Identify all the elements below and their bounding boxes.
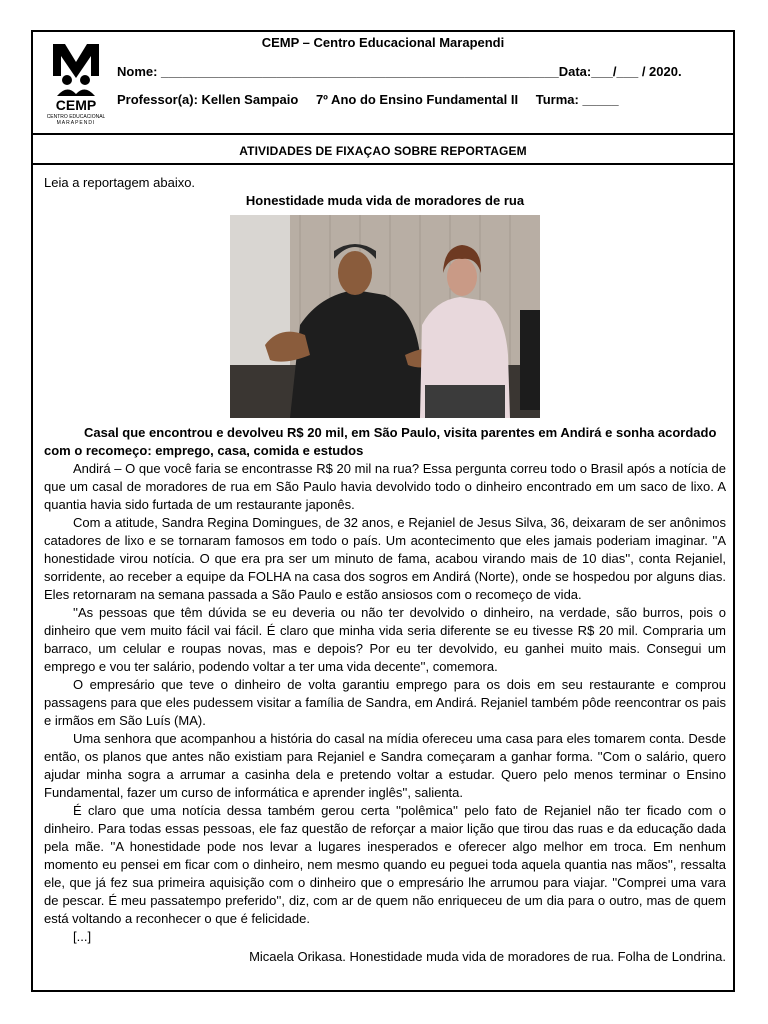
article (44, 174, 726, 966)
section-title: ATIVIDADES DE FIXAÇAO SOBRE REPORTAGEM (239, 144, 527, 158)
header-divider (33, 133, 733, 135)
article-paragraph: ''As pessoas que têm dúvida se eu deveria ou não ter devolvido o dinheiro, na verdade, são burros, pois o dinheiro que vem muito fácil vai fácil. É claro que minha vida seria diferente se eu tivesse R$ 20 mil. Compraria um barraco, um celular e roupas novas, mas e depois? Por eu ter devolvido, eu ganhei muito mais. Consegui um emprego e vou ter salário, podendo voltar a ter uma vida decente'', comemora. (44, 605, 726, 674)
logo-wordmark: CEMP (55, 97, 97, 113)
article-paragraph: Com a atitude, Sandra Regina Domingues, de 32 anos, e Rejaniel de Jesus Silva, 36, deixaram de ser anônimos catadores de lixo e se tornaram famosos em todo o país. Um acontecimento que eles jamais poderiam imaginar. ''A honestidade virou notícia. O que era pra ser um minuto de fama, acabou virando mais de 10 dias'', conta Rejaniel, sorridente, ao receber a equipe da FOLHA na casa dos sogros em Andirá (Norte), onde se hospedou por alguns dias. Eles retornaram na semana passada a São Paulo e estão ansiosos com o recomeço de vida. (44, 515, 726, 602)
school-logo (47, 40, 105, 126)
grade-label: 7º Ano do Ensino Fundamental II (315, 92, 519, 107)
article-paragraph: Andirá – O que você faria se encontrasse R$ 20 mil na rua? Essa pergunta correu todo o Brasil após a notícia de que um casal de moradores de rua em São Paulo havia devolvido todo o dinheiro encontrado em um saco de lixo. A quantia havia sido furtada de um restaurante japonês. (44, 461, 726, 512)
teacher-name: Professor(a): Kellen Sampaio (117, 92, 299, 107)
school-name: CEMP – Centro Educacional Marapendi (261, 35, 505, 50)
logo-subtext-2: MARAPENDI (56, 120, 96, 126)
title-divider (33, 163, 733, 165)
article-headline: Honestidade muda vida de moradores de rua (245, 193, 525, 208)
article-credit: Micaela Orikasa. Honestidade muda vida de moradores de rua. Folha de Londrina. (249, 949, 726, 964)
class-field[interactable]: Turma: _____ (535, 92, 619, 107)
article-ellipsis: [...] (73, 929, 92, 944)
worksheet-header (33, 32, 733, 135)
intro-text: Leia a reportagem abaixo. (44, 175, 196, 190)
article-paragraph: O empresário que teve o dinheiro de volta garantiu emprego para os dois em seu restaurante e comprou passagens para que eles pudessem visitar a família de Sandra, em Andirá. Rejaniel também pôde reencontrar os pais e irmãos em São Luís (MA). (44, 677, 726, 728)
name-date-field[interactable]: Nome: _______________________________________________________Data:___/___ / 2020. (117, 64, 682, 79)
article-paragraph: É claro que uma notícia dessa também gerou certa ''polêmica'' pelo fato de Rejaniel não ter ficado com o dinheiro. Para todas essas pessoas, ele faz questão de reforçar a maior lição que tirou das ruas e da educação dada pela mãe. ''A honestidade pode nos levar a lugares inesperados e oferecer algo melhor em troca. Em nenhum momento eu pensei em ficar com o dinheiro, nem mesmo quando eu peguei toda aquela quantia nas mãos'', ressalta ele, que já fez sua primeira aquisição com o dinheiro que o empresário lhe arrumou para viajar. ''Comprei uma vara de pescar. É meu passatempo preferido'', diz, com ar de quem não enriqueceu de um dia para o outro, mas de quem está voltando a reconhecer o que é felicidade. (44, 803, 726, 926)
article-subhead: Casal que encontrou e devolveu R$ 20 mil, em São Paulo, visita parentes em Andirá e sonha acordado com o recomeço: emprego, casa, comida e estudos (44, 425, 717, 458)
logo-subtext: CENTRO EDUCACIONAL (47, 114, 105, 120)
worksheet (31, 30, 735, 992)
article-paragraph: Uma senhora que acompanhou a história do casal na mídia ofereceu uma casa para eles tomarem conta. Desde então, os planos que antes não existiam para Rejaniel e Sandra começaram a ganhar forma. ''Com o salário, quero ajudar minha sogra a arrumar a casinha dela e pretendo voltar a estudar. Quero pelo menos terminar o Ensino Fundamental, fazer um curso de informática e aprender inglês'', salienta. (44, 731, 726, 800)
teacher-row (117, 92, 633, 107)
news-photo (230, 215, 540, 418)
